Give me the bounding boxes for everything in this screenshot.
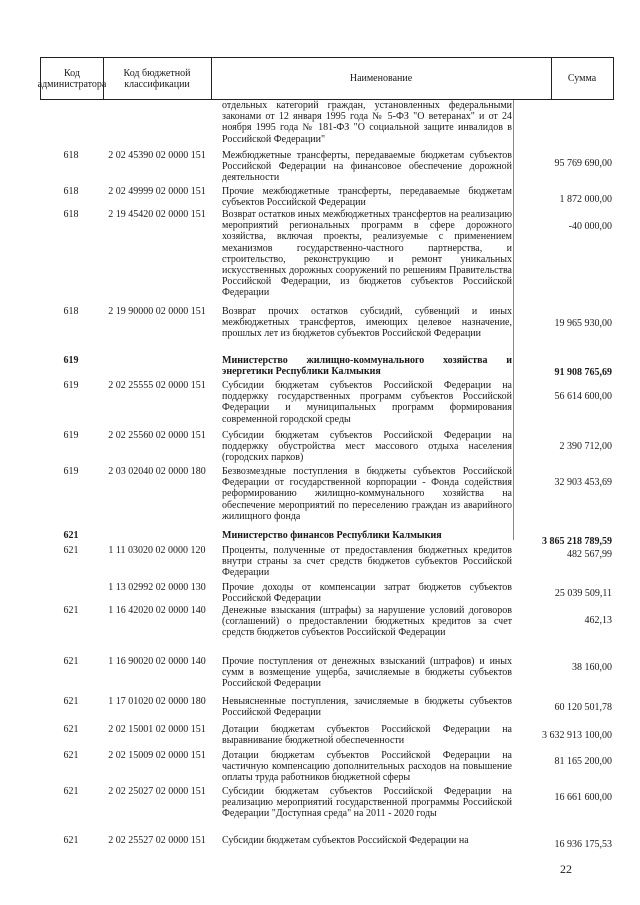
row-name: Межбюджетные трансферты, передаваемые бюджетам субъектов Российской Федерации на финансовое обеспечение дорожной деятельности <box>222 150 512 184</box>
row-name: отдельных категорий граждан, установленных федеральными законами от 12 января 1995 года № 5-ФЗ "О ветеранах" и от 24 ноября 1995 года № 181-ФЗ "О социальной защите инвалидов в Российской Федерации" <box>222 100 512 145</box>
header-budget-code: Код бюджетной классификации <box>123 67 191 90</box>
row-name: Министерство жилищно-коммунального хозяйства и энергетики Республики Калмыкия <box>222 355 512 378</box>
admin-code: 621 <box>63 530 79 541</box>
row-name: Субсидии бюджетам субъектов Российской Федерации на поддержку государственных программ субъектов Российской Федерации и муниципальных программ формирования современной городской среды <box>222 380 512 425</box>
row-name: Субсидии бюджетам субъектов Российской Федерации на поддержку обустройства мест массового отдыха населения (городских парков) <box>222 430 512 464</box>
row-name: Дотации бюджетам субъектов Российской Федерации на частичную компенсацию дополнительных расходов на повышение оплаты труда работников бюджетной сферы <box>222 750 512 784</box>
admin-code: 621 <box>63 750 79 761</box>
row-sum: 19 965 930,00 <box>554 318 612 329</box>
row-sum: 38 160,00 <box>572 662 612 673</box>
page-number: 22 <box>560 862 572 876</box>
budget-code: 1 16 42020 02 0000 140 <box>108 605 206 616</box>
admin-code: 621 <box>63 545 79 556</box>
admin-code: 621 <box>63 656 79 667</box>
row-sum: 32 903 453,69 <box>554 477 612 488</box>
header-sum: Сумма <box>567 73 597 84</box>
row-sum: -40 000,00 <box>568 221 612 232</box>
admin-code: 621 <box>63 724 79 735</box>
admin-code: 618 <box>63 209 79 220</box>
budget-code: 2 02 45390 02 0000 151 <box>108 150 206 161</box>
budget-code: 2 19 45420 02 0000 151 <box>108 209 206 220</box>
admin-code: 621 <box>63 696 79 707</box>
budget-code: 2 02 49999 02 0000 151 <box>108 186 206 197</box>
header-code-admin: Код администратора <box>37 67 107 90</box>
row-name: Безвозмездные поступления в бюджеты субъектов Российской Федерации от государственной корпорации - Фонда содействия реформированию жилищно-коммунального хозяйства на обеспечение мероприятий по переселению граждан из аварийного жилищного фонда <box>222 466 512 522</box>
row-sum: 3 632 913 100,00 <box>542 730 612 741</box>
budget-code: 2 02 25560 02 0000 151 <box>108 430 206 441</box>
row-sum: 3 865 218 789,59 <box>542 536 612 547</box>
admin-code: 619 <box>63 380 79 391</box>
row-name: Возврат прочих остатков субсидий, субвенций и иных межбюджетных трансфертов, имеющих целевое назначение, прошлых лет из бюджетов субъектов Российской Федерации <box>222 306 512 340</box>
row-name: Проценты, полученные от предоставления бюджетных кредитов внутри страны за счет средств бюджетов субъектов Российской Федерации <box>222 545 512 579</box>
row-sum: 16 661 600,00 <box>554 792 612 803</box>
row-name: Возврат остатков иных межбюджетных трансфертов на реализацию мероприятий региональных программ в сфере дорожного хозяйства, включая проекты, реализуемые с применением механизмов государственно-частного партнерства, и строительство, реконструкцию и ремонт уникальных искусственных дорожных сооружений по решениям Правительства Российской Федерации, из бюджетов субъектов Российской Федерации <box>222 209 512 299</box>
row-sum: 91 908 765,69 <box>554 367 612 378</box>
header-name: Наименование <box>349 73 413 84</box>
row-sum: 56 614 600,00 <box>554 391 612 402</box>
row-name: Денежные взыскания (штрафы) за нарушение условий договоров (соглашений) о предоставлении бюджетных кредитов за счет средств бюджетов субъектов Российской Федерации <box>222 605 512 639</box>
row-sum: 95 769 690,00 <box>554 158 612 169</box>
admin-code: 621 <box>63 786 79 797</box>
budget-code: 1 13 02992 02 0000 130 <box>108 582 206 593</box>
row-name: Дотации бюджетам субъектов Российской Федерации на выравнивание бюджетной обеспеченности <box>222 724 512 747</box>
row-sum: 2 390 712,00 <box>559 441 612 452</box>
budget-code: 2 02 15001 02 0000 151 <box>108 724 206 735</box>
row-sum: 16 936 175,53 <box>554 839 612 850</box>
budget-code: 1 11 03020 02 0000 120 <box>108 545 206 556</box>
admin-code: 618 <box>63 306 79 317</box>
row-name: Прочие доходы от компенсации затрат бюджетов субъектов Российской Федерации <box>222 582 512 605</box>
row-name: Невыясненные поступления, зачисляемые в бюджеты субъектов Российской Федерации <box>222 696 512 719</box>
budget-code: 1 17 01020 02 0000 180 <box>108 696 206 707</box>
budget-code: 1 16 90020 02 0000 140 <box>108 656 206 667</box>
row-sum: 1 872 000,00 <box>559 194 612 205</box>
admin-code: 619 <box>63 355 79 366</box>
row-sum: 60 120 501,78 <box>554 702 612 713</box>
table-header <box>37 57 614 100</box>
budget-code: 2 02 15009 02 0000 151 <box>108 750 206 761</box>
row-sum: 462,13 <box>584 615 612 626</box>
row-sum: 482 567,99 <box>567 549 612 560</box>
admin-code: 618 <box>63 150 79 161</box>
row-name: Субсидии бюджетам субъектов Российской Федерации на реализацию мероприятий государственной программы Российской Федерации "Доступная среда" на 2011 - 2020 годы <box>222 786 512 820</box>
row-name: Министерство финансов Республики Калмыкия <box>222 530 442 541</box>
admin-code: 621 <box>63 605 79 616</box>
row-name: Прочие поступления от денежных взысканий (штрафов) и иных сумм в возмещение ущерба, зачисляемые в бюджеты субъектов Российской Федерации <box>222 656 512 690</box>
budget-code: 2 02 25555 02 0000 151 <box>108 380 206 391</box>
row-name: Прочие межбюджетные трансферты, передаваемые бюджетам субъектов Российской Федерации <box>222 186 512 209</box>
admin-code: 619 <box>63 466 79 477</box>
budget-code: 2 02 25527 02 0000 151 <box>108 835 206 846</box>
admin-code: 621 <box>63 835 79 846</box>
budget-code: 2 03 02040 02 0000 180 <box>108 466 206 477</box>
admin-code: 619 <box>63 430 79 441</box>
row-name: Субсидии бюджетам субъектов Российской Федерации на <box>222 835 469 846</box>
row-sum: 81 165 200,00 <box>554 756 612 767</box>
admin-code: 618 <box>63 186 79 197</box>
budget-code: 2 19 90000 02 0000 151 <box>108 306 206 317</box>
budget-code: 2 02 25027 02 0000 151 <box>108 786 206 797</box>
row-sum: 25 039 509,11 <box>554 588 612 599</box>
